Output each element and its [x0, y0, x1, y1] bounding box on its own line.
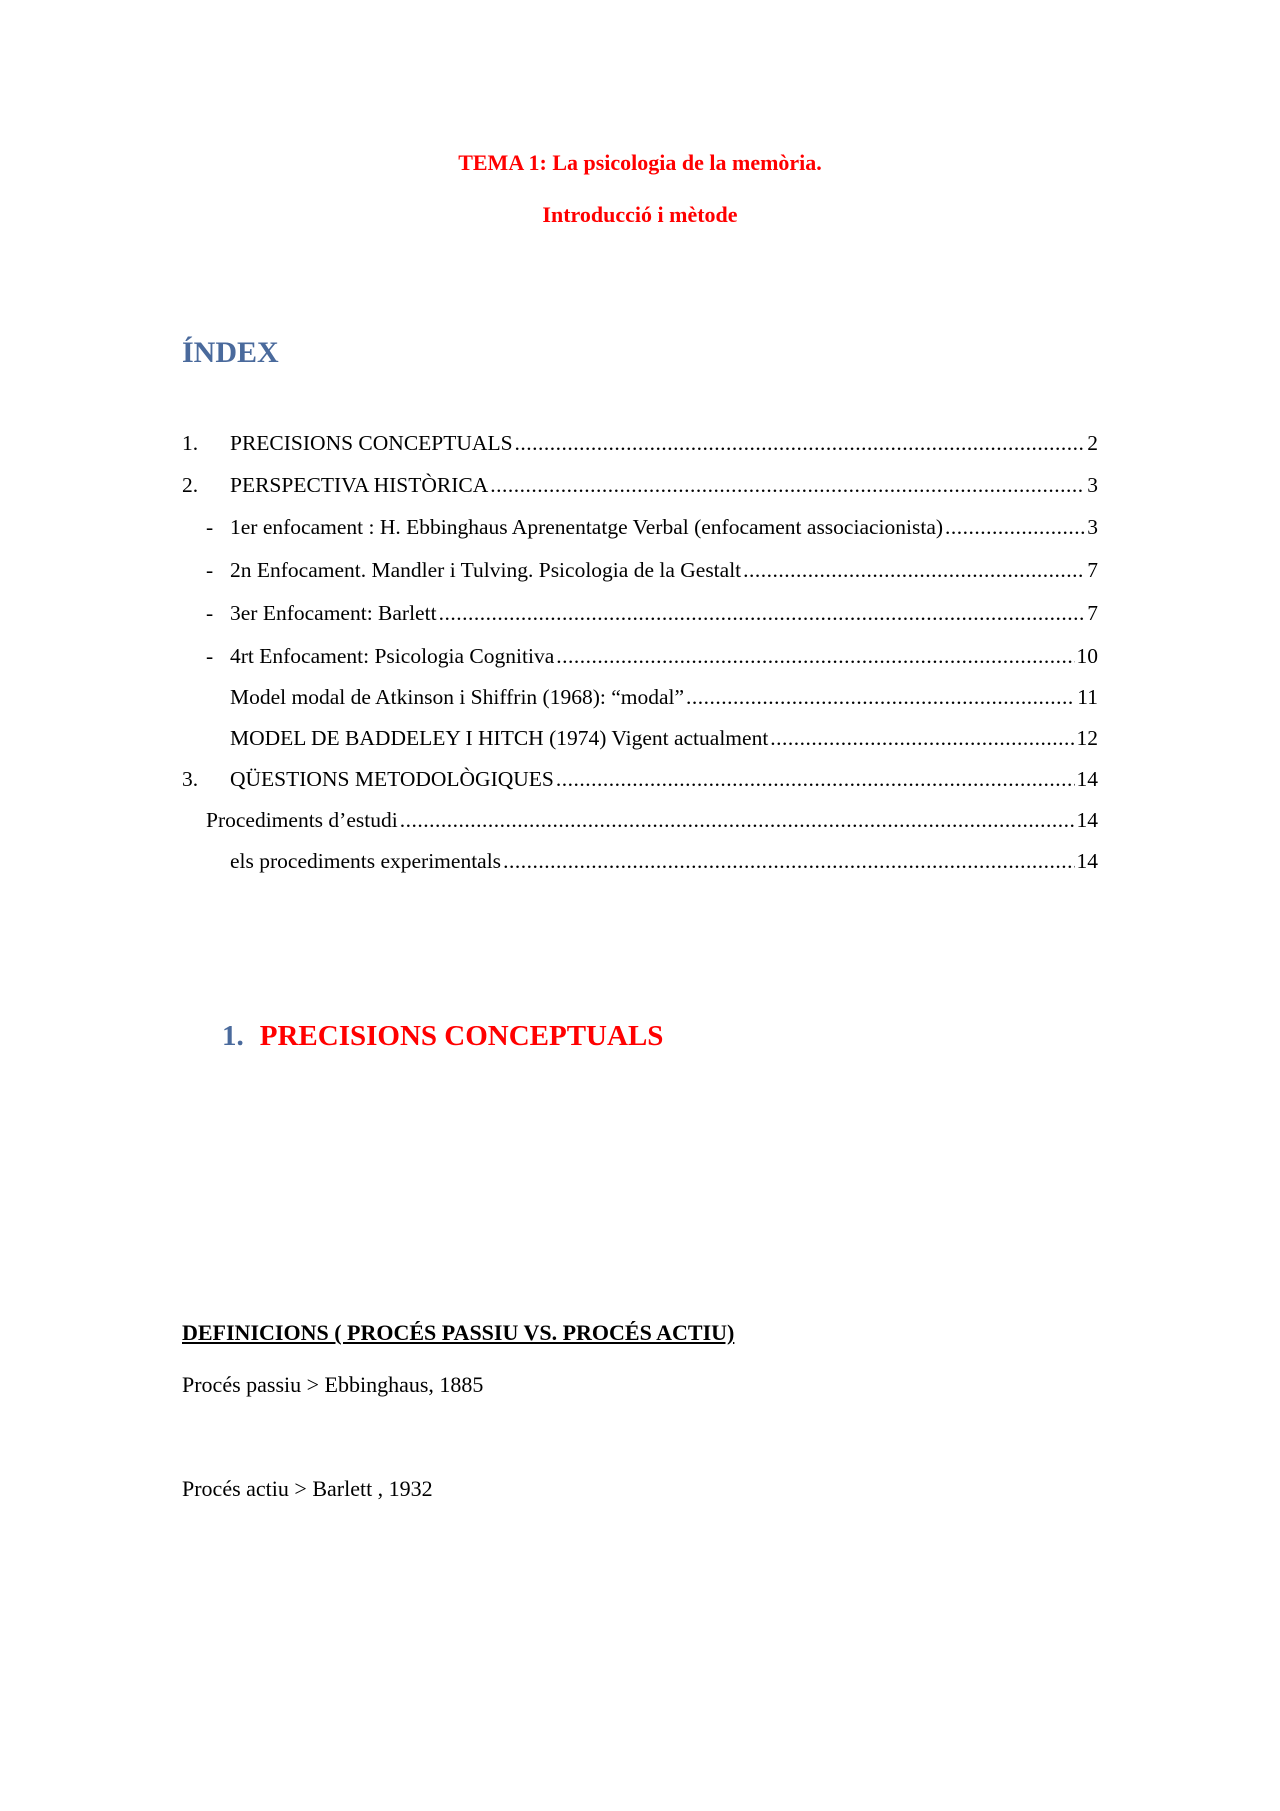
section-number: 1.	[222, 1020, 244, 1052]
toc-marker: 3.	[182, 767, 199, 791]
toc-entry-text: 1er enfocament : H. Ebbinghaus Aprenentatge Verbal (enfocament associacionista)	[230, 515, 944, 539]
passive-process-line: Procés passiu > Ebbinghaus, 1885	[182, 1372, 484, 1397]
toc-leader	[770, 723, 1074, 753]
toc-marker: -	[206, 644, 214, 668]
toc-entry-text: Model modal de Atkinson i Shiffrin (1968): “modal”	[230, 685, 685, 709]
toc-entry[interactable]	[182, 846, 1098, 876]
toc-page-number: 2	[1087, 431, 1098, 455]
toc-leader	[686, 682, 1075, 712]
toc-entry[interactable]	[182, 512, 1098, 542]
toc-entry[interactable]	[182, 598, 1098, 628]
toc-page-number: 7	[1087, 601, 1098, 625]
toc-page-number: 3	[1087, 515, 1098, 539]
toc-leader	[556, 641, 1074, 671]
toc-marker: 1.	[182, 431, 199, 455]
toc-leader	[556, 764, 1075, 794]
document-subtitle: Introducció i mètode	[542, 202, 738, 227]
toc-page-number: 3	[1087, 473, 1098, 497]
toc-marker: -	[206, 515, 214, 539]
toc-leader	[490, 470, 1085, 500]
toc-entry-text: 2n Enfocament. Mandler i Tulving. Psicologia de la Gestalt	[230, 558, 742, 582]
toc-entry[interactable]	[182, 470, 1098, 500]
toc-leader	[400, 805, 1075, 835]
toc-entry-text: QÜESTIONS METODOLÒGIQUES	[230, 767, 554, 791]
toc-page-number: 7	[1087, 558, 1098, 582]
toc-page-number: 10	[1076, 644, 1098, 668]
toc-leader	[515, 428, 1086, 458]
section-title: PRECISIONS CONCEPTUALS	[259, 1020, 664, 1052]
toc-page-number: 11	[1077, 685, 1098, 709]
toc-entry-text: els procediments experimentals	[230, 849, 502, 873]
document-title: TEMA 1: La psicologia de la memòria.	[458, 150, 822, 175]
toc-entry-text: Procediments d’estudi	[206, 808, 398, 832]
toc-entry-text: 3er Enfocament: Barlett	[230, 601, 437, 625]
toc-entry[interactable]	[182, 682, 1098, 712]
toc-entry[interactable]	[182, 723, 1098, 753]
toc-entry[interactable]	[182, 641, 1098, 671]
toc-page-number: 14	[1076, 849, 1098, 873]
active-process-line: Procés actiu > Barlett , 1932	[182, 1476, 433, 1501]
toc-entry-text: MODEL DE BADDELEY I HITCH (1974) Vigent actualment	[230, 726, 769, 750]
toc-page-number: 14	[1076, 808, 1098, 832]
toc-entry[interactable]	[182, 555, 1098, 585]
toc-leader	[945, 512, 1085, 542]
toc-marker: 2.	[182, 473, 199, 497]
toc-page-number: 14	[1076, 767, 1098, 791]
toc-marker: -	[206, 601, 214, 625]
toc-leader	[439, 598, 1086, 628]
toc-entry-text: PRECISIONS CONCEPTUALS	[230, 431, 513, 455]
toc-entry-text: 4rt Enfocament: Psicologia Cognitiva	[230, 644, 555, 668]
toc-entry[interactable]	[182, 428, 1098, 458]
toc-marker: -	[206, 558, 214, 582]
toc-page-number: 12	[1076, 726, 1098, 750]
toc-leader	[503, 846, 1074, 876]
section-heading	[222, 1020, 663, 1053]
toc-entry-text: PERSPECTIVA HISTÒRICA	[230, 473, 489, 497]
index-heading: ÍNDEX	[182, 336, 279, 369]
toc-leader	[743, 555, 1085, 585]
toc-entry[interactable]	[182, 764, 1098, 794]
toc-entry[interactable]	[182, 805, 1098, 835]
definitions-heading: DEFINICIONS ( PROCÉS PASSIU VS. PROCÉS ACTIU)	[182, 1320, 735, 1345]
